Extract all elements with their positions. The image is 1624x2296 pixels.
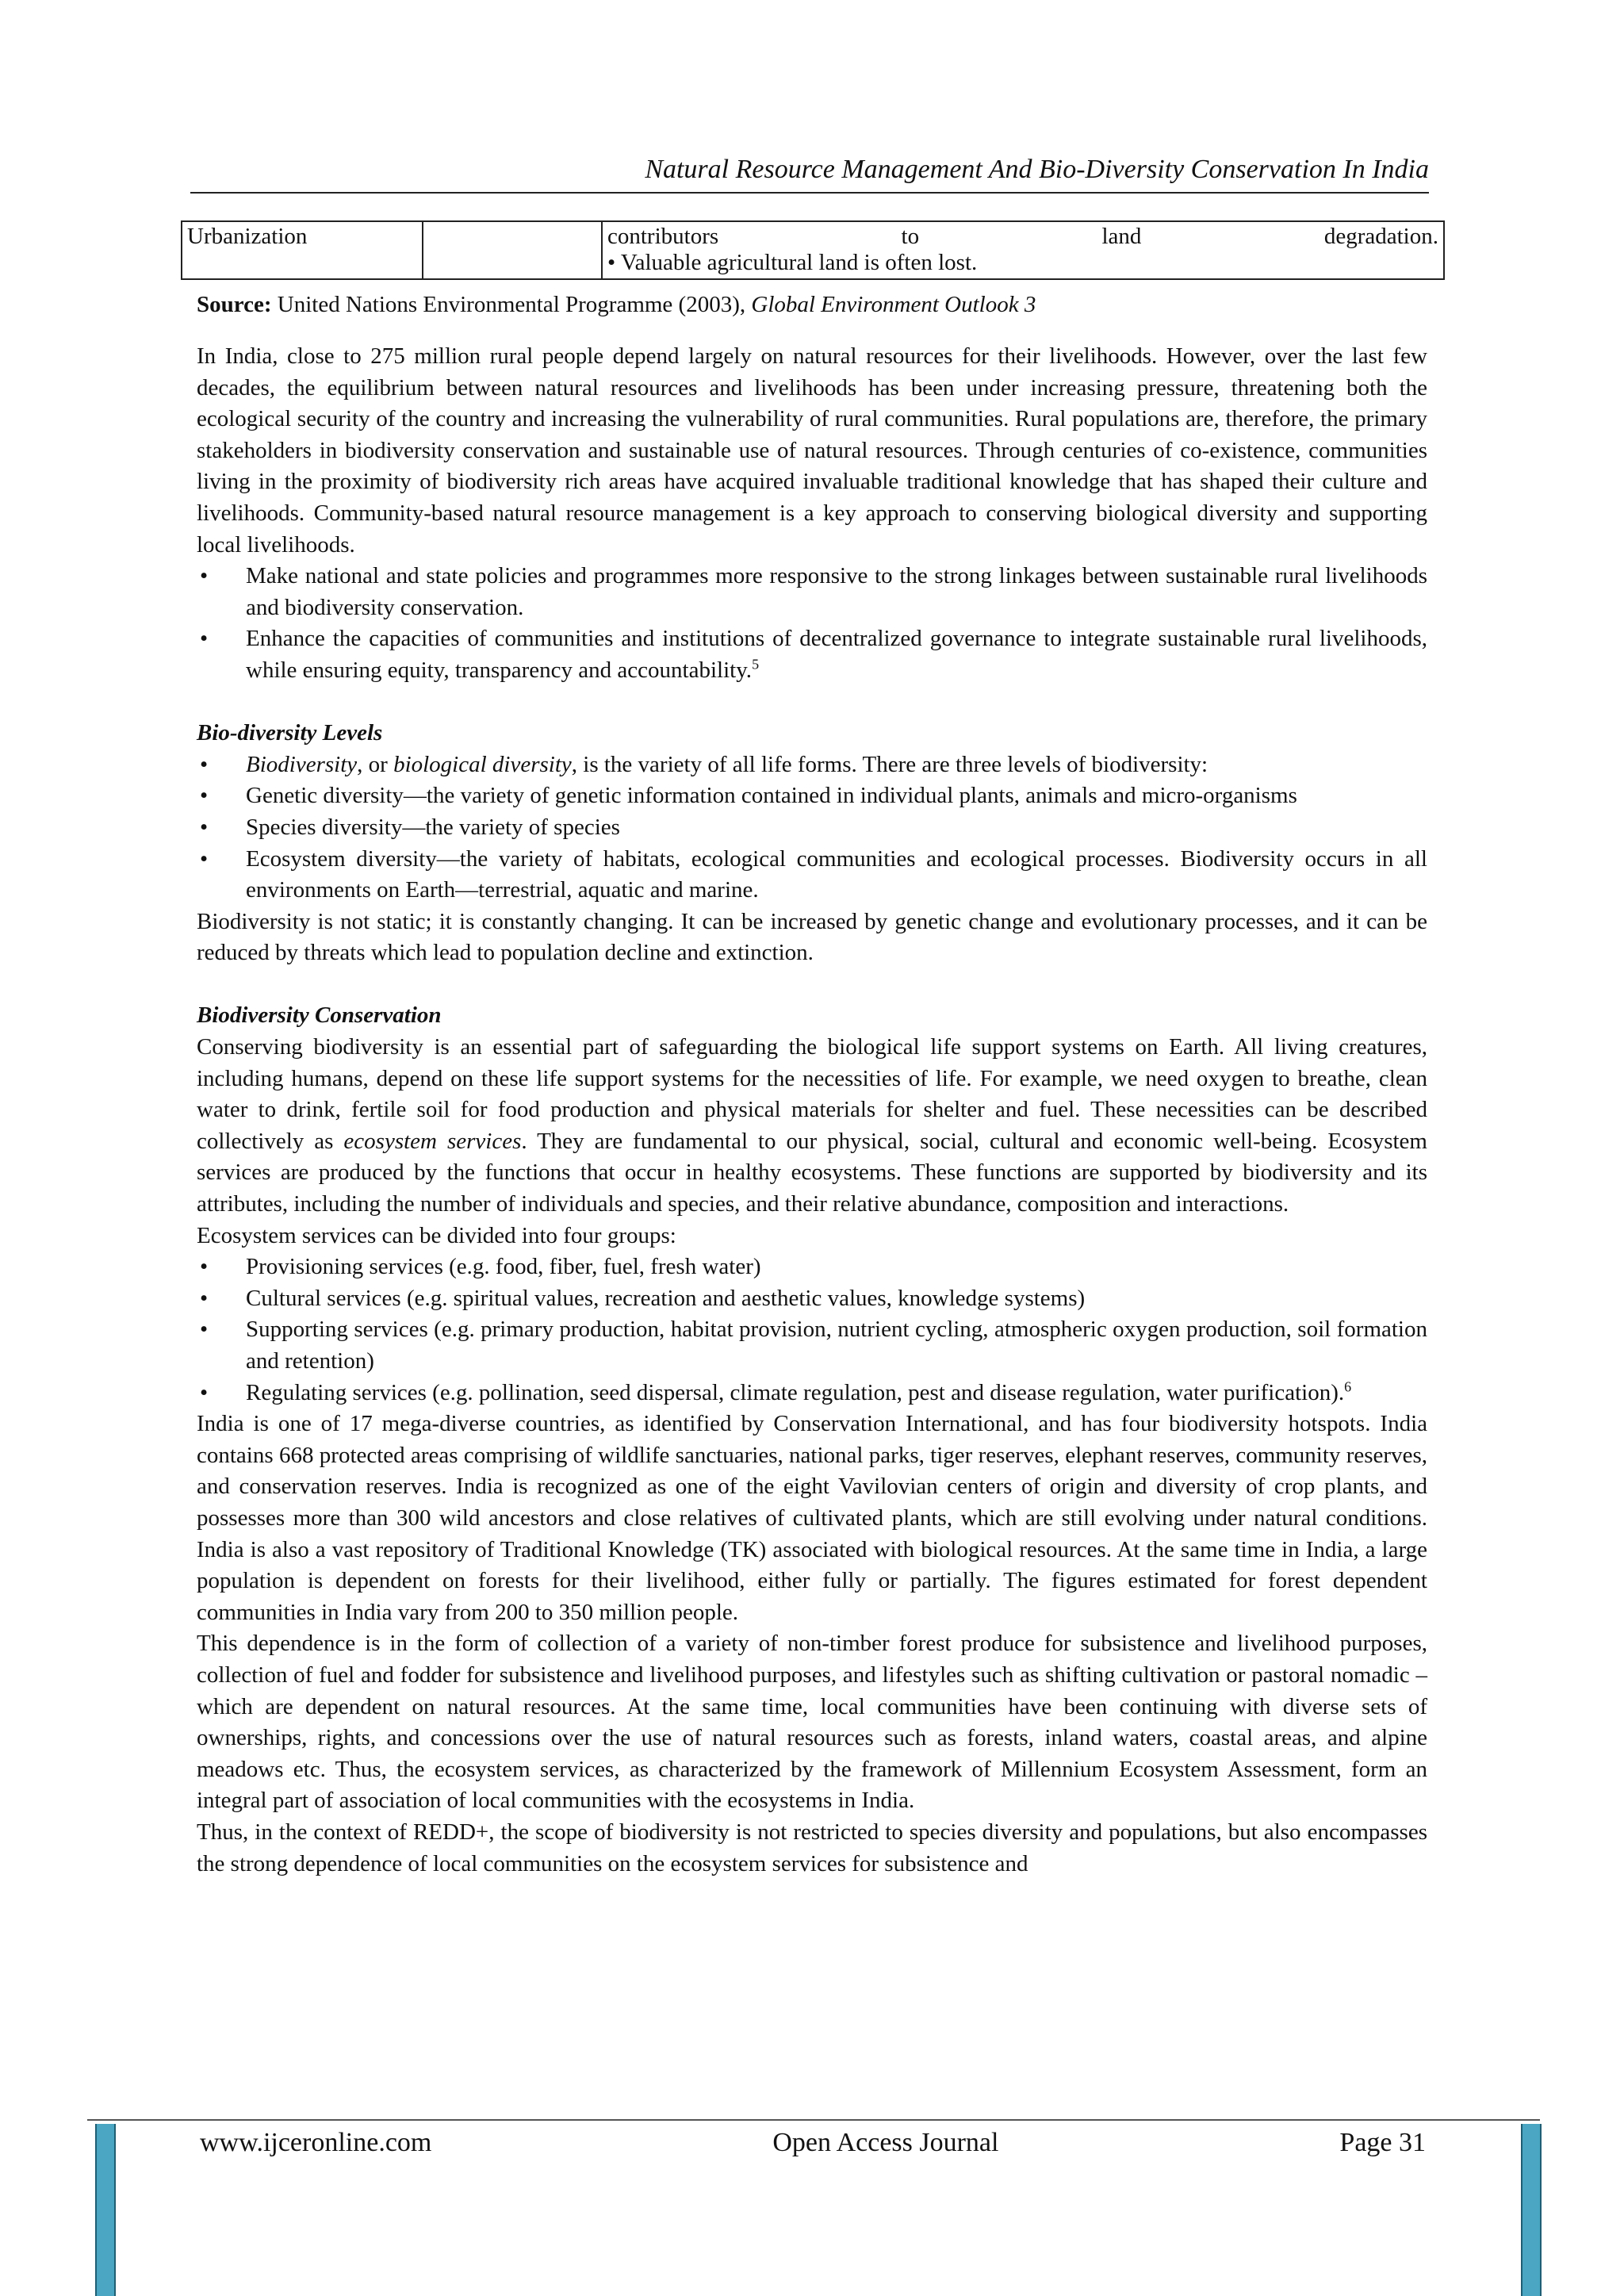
source-label: Source: [197, 292, 272, 317]
footer-journal: Open Access Journal [772, 2128, 999, 2157]
groups-intro: Ecosystem services can be divided into four groups: [197, 1222, 676, 1248]
levels-bullets [197, 749, 1427, 907]
word: land [1101, 224, 1142, 249]
table-fragment [181, 220, 1445, 280]
term: biological diversity [393, 751, 572, 777]
list-item [197, 623, 1427, 686]
term: ecosystem services [343, 1128, 522, 1154]
list-item: • Make national and state policies and programmes more responsive to the strong linkages between sustainable rural livelihoods and biodiversity conservation. [197, 561, 1427, 623]
list-item: • Provisioning services (e.g. food, fiber, fuel, fresh water) [197, 1251, 1427, 1283]
header-rule [190, 192, 1429, 194]
source-text: United Nations Environmental Programme (2003), [277, 292, 746, 317]
table-cell-line1 [607, 224, 1438, 250]
body-text [197, 341, 1427, 1880]
text: , or [357, 751, 394, 777]
levels-paragraph: Biodiversity is not static; it is constantly changing. It can be increased by genetic change and evolutionary processes, and it can be reduced by threats which lead to population decline and extinction. [197, 908, 1427, 966]
footnote-ref: 6 [1344, 1378, 1352, 1394]
table-cell-line2: • Valuable agricultural land is often lost. [607, 250, 978, 275]
text: Conserving biodiversity is an essential part of safeguarding the biological life support systems on Earth. All living creatures, including humans, depend on these life support systems for the necessities of life. For example, we need oxygen to breathe, clean water to drink, fertile soil for food production and physical materials for shelter and fuel. These necessities can be described collectively as [197, 1034, 1427, 1154]
list-item [197, 749, 1427, 781]
word: degradation. [1323, 224, 1438, 249]
intro-bullets [197, 561, 1427, 686]
footer-rule [87, 2119, 1540, 2121]
page-footer [200, 2125, 1426, 2160]
list-item: • Genetic diversity—the variety of genetic information contained in individual plants, animals and micro-organisms [197, 780, 1427, 812]
running-header: Natural Resource Management And Bio-Diversity Conservation In India [645, 155, 1429, 184]
list-item: • Ecosystem diversity—the variety of habitats, ecological communities and ecological processes. Biodiversity occurs in all environments on Earth—terrestrial, aquatic and marine. [197, 844, 1427, 907]
word: contributors [607, 224, 719, 249]
conservation-paragraph-2: India is one of 17 mega-diverse countries, as identified by Conservation International, and has four biodiversity hotspots. India contains 668 protected areas comprising of wildlife sanctuaries, national parks, tiger reserves, elephant reserves, community reserves, and conservation reserves. India is recognized as one of the eight Vavilovian centers of origin and diversity of crop plants, and possesses more than 300 wild ancestors and close relatives of cultivated plants, which are still evolving under natural conditions. India is also a vast repository of Traditional Knowledge (TK) associated with biological resources. At the same time in India, a large population is dependent on forests for their livelihood, either fully or partially. The figures estimated for forest dependent communities in India vary from 200 to 350 million people. [197, 1411, 1427, 1625]
list-item: • Supporting services (e.g. primary production, habitat provision, nutrient cycling, atmospheric oxygen production, soil formation and retention) [197, 1314, 1427, 1377]
text: . They are fundamental to our physical, social, cultural and economic well-being. Ecosystem services are produced by the functions that occur in healthy ecosystems. These functions are supported by biodiversity and its attributes, including the number of individuals and species, and their relative abundance, composition and interactions. [197, 1128, 1427, 1217]
conservation-paragraph-3: This dependence is in the form of collection of a variety of non-timber forest produce for subsistence and livelihood purposes, collection of fuel and fodder for subsistence and livelihood purposes, and lifestyles such as shifting cultivation or pastoral nomadic – which are dependent on natural resources. At the same time, local communities have been continuing with diverse sets of ownerships, rights, and concessions over the use of natural resources such as forests, inland waters, coastal areas, and alpine meadows etc. Thus, the ecosystem services, as characterized by the framework of Millennium Ecosystem Assessment, form an integral part of association of local communities with the ecosystems in India. [197, 1631, 1427, 1814]
source-title: Global Environment Outlook 3 [751, 292, 1036, 317]
list-item-text: Enhance the capacities of communities and institutions of decentralized governance to integrate sustainable rural livelihoods, while ensuring equity, transparency and accountability. [246, 626, 1427, 683]
section-heading-conservation: Biodiversity Conservation [197, 1002, 442, 1029]
list-item [197, 1378, 1427, 1409]
spacer [197, 687, 1427, 719]
services-bullets [197, 1251, 1427, 1409]
term: Biodiversity [246, 751, 358, 777]
word: to [901, 224, 920, 249]
table-cell-impact [602, 221, 1444, 279]
list-item: • Cultural services (e.g. spiritual values, recreation and aesthetic values, knowledge systems) [197, 1283, 1427, 1315]
table-cell-empty [423, 221, 602, 279]
left-side-bar [95, 2124, 116, 2296]
intro-paragraph: In India, close to 275 million rural people depend largely on natural resources for their livelihoods. However, over the last few decades, the equilibrium between natural resources and livelihoods has been under increasing pressure, threatening both the ecological security of the country and increasing the vulnerability of rural communities. Rural populations are, therefore, the primary stakeholders in biodiversity conservation and sustainable use of natural resources. Through centuries of co-existence, communities living in the proximity of biodiversity rich areas have acquired invaluable traditional knowledge that has shaped their culture and livelihoods. Community-based natural resource management is a key approach to conserving biological diversity and supporting local livelihoods. [197, 343, 1427, 558]
conservation-paragraph-4: Thus, in the context of REDD+, the scope of biodiversity is not restricted to species diversity and populations, but also encompasses the strong dependence of local communities on the ecosystem services for subsistence and [197, 1819, 1427, 1876]
table-source [197, 289, 1427, 320]
text: , is the variety of all life forms. There are three levels of biodiversity: [571, 751, 1208, 777]
list-item-text: Regulating services (e.g. pollination, seed dispersal, climate regulation, pest and disease regulation, water purification). [246, 1379, 1345, 1405]
conservation-paragraph-1 [197, 1032, 1427, 1221]
footer-page-number: Page 31 [1339, 2128, 1426, 2157]
footnote-ref: 5 [752, 656, 760, 673]
footer-website: www.ijceronline.com [200, 2128, 432, 2157]
list-item: • Species diversity—the variety of species [197, 812, 1427, 844]
section-heading-levels: Bio-diversity Levels [197, 720, 383, 746]
table-cell-factor: Urbanization [182, 221, 423, 279]
spacer [197, 969, 1427, 1001]
right-side-bar [1521, 2124, 1542, 2296]
table-row [182, 221, 1444, 279]
